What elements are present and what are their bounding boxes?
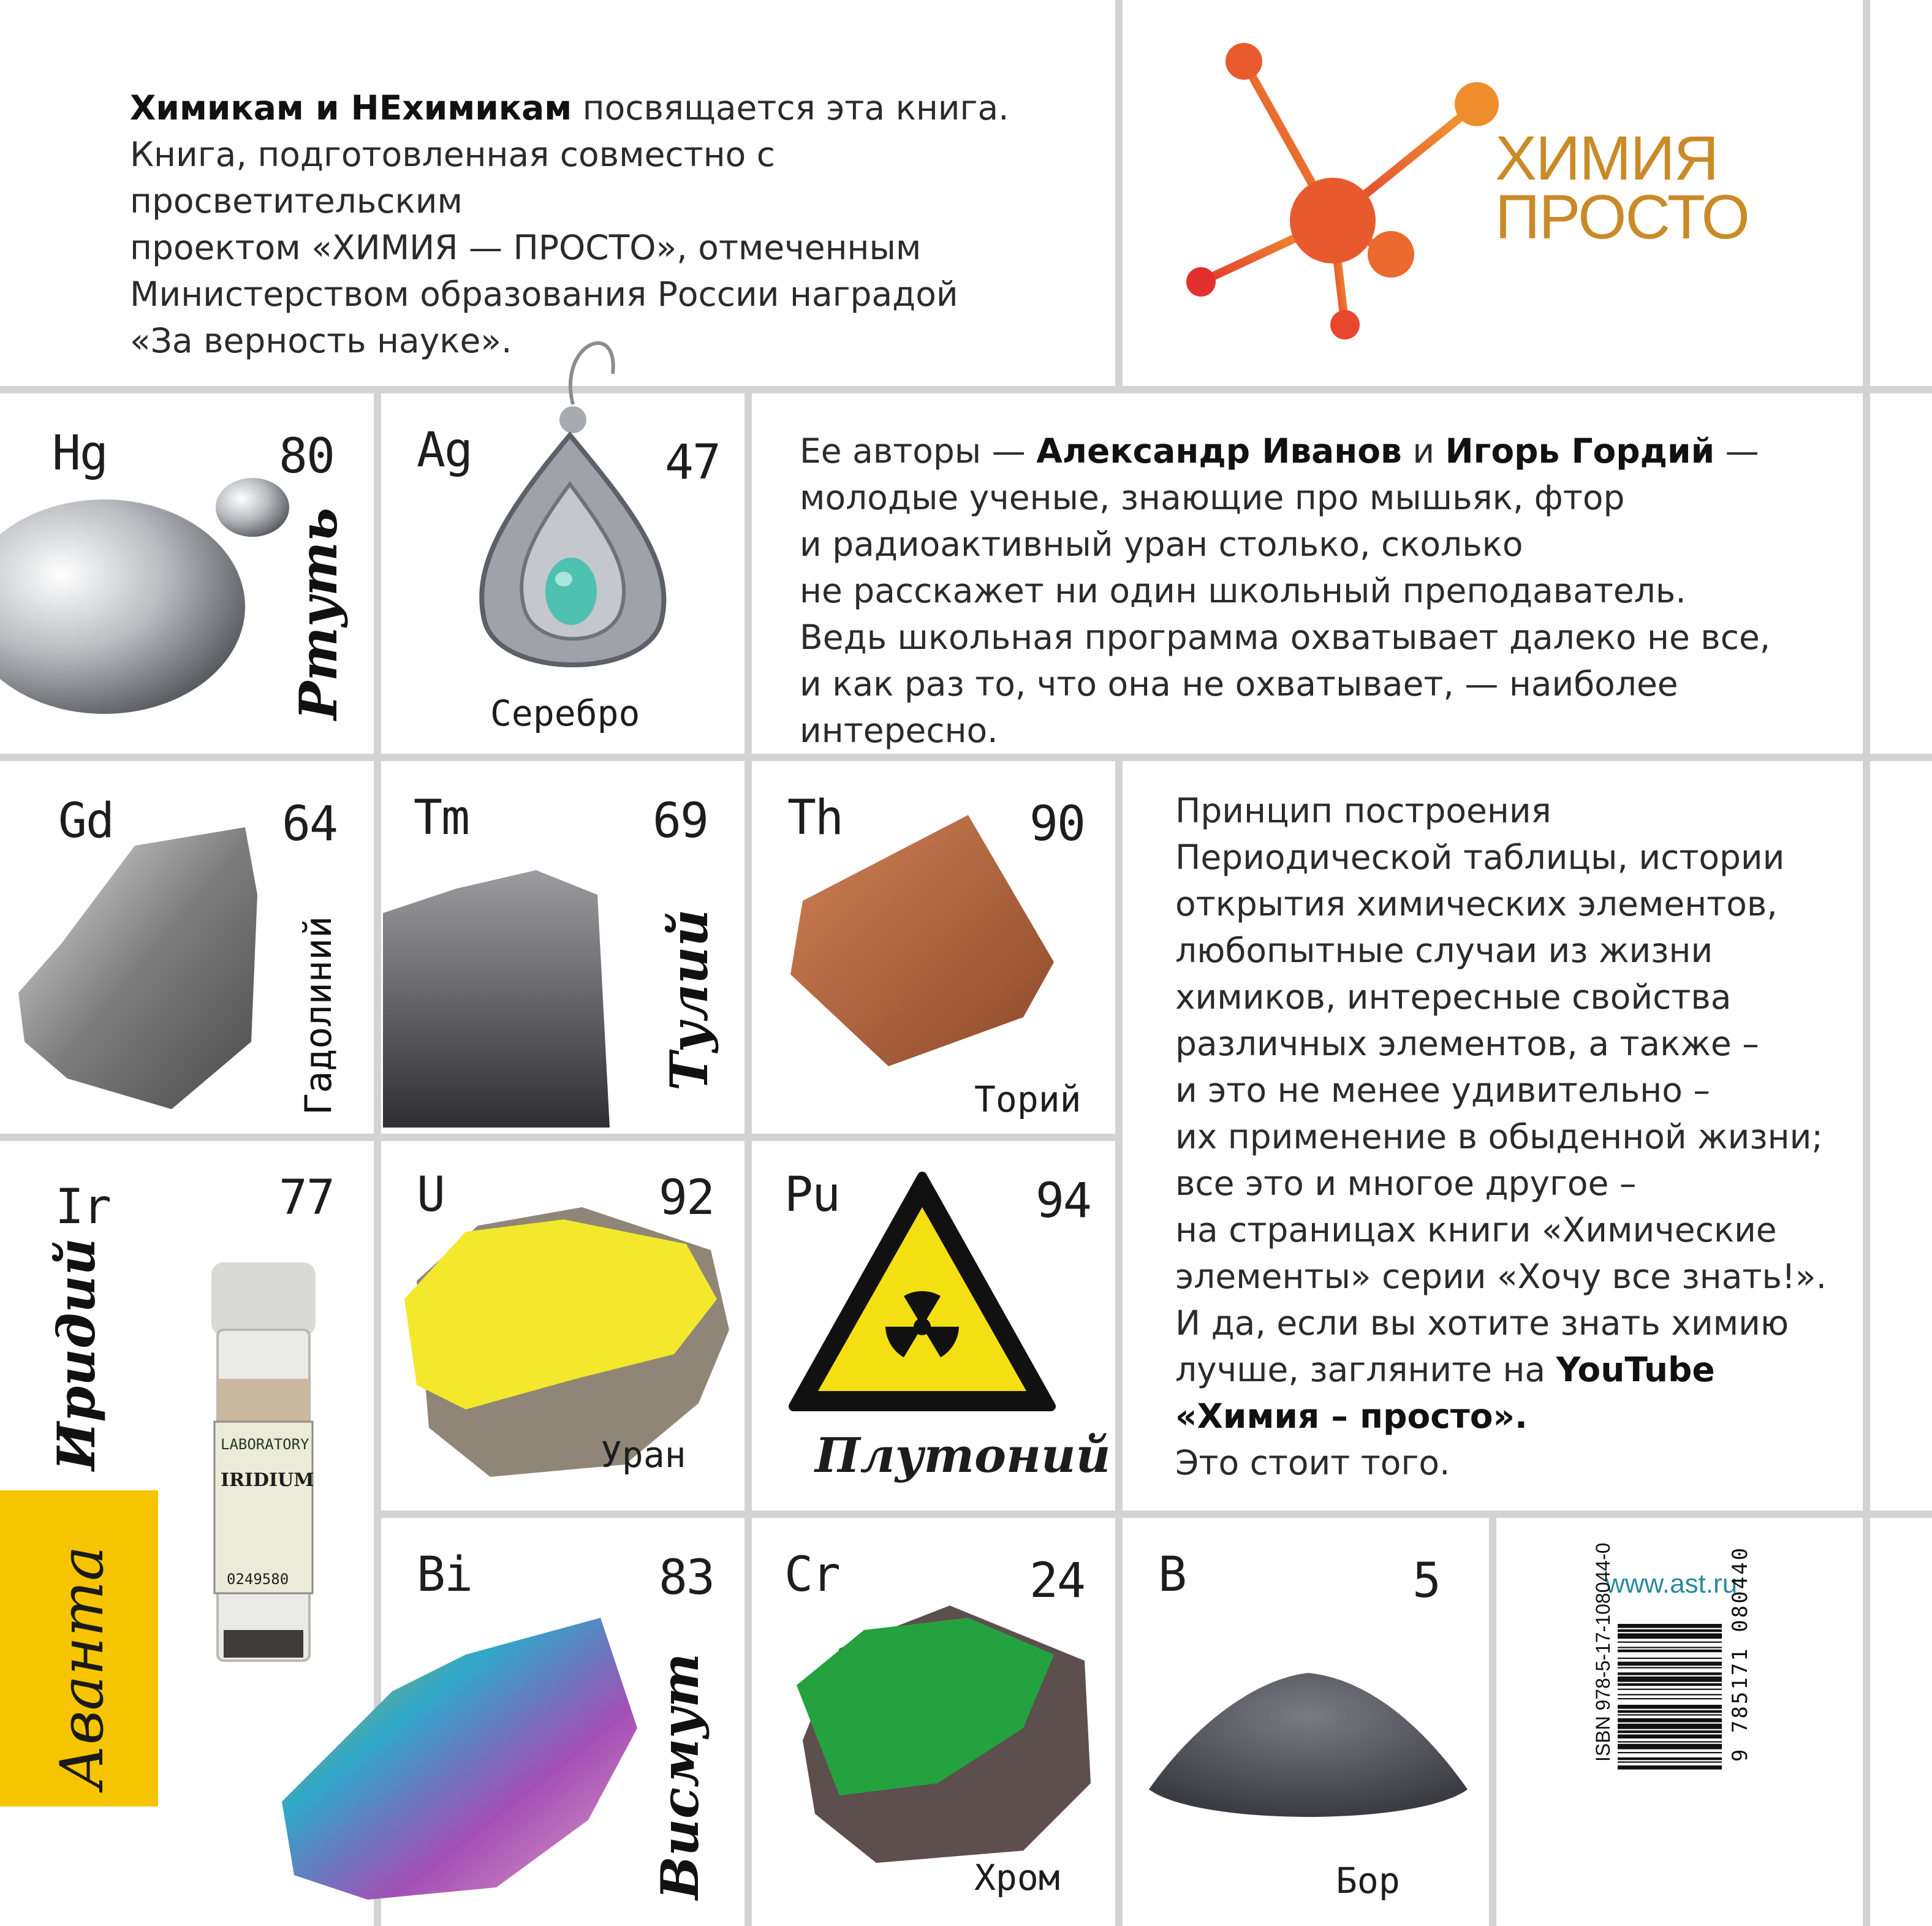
element-number: 80 xyxy=(279,429,334,484)
element-number: 90 xyxy=(1029,797,1085,852)
authors-line: не расскажет ни один школьный преподаватель. xyxy=(800,571,1686,610)
authors-line: и радиоактивный уран столько, сколько xyxy=(800,525,1523,564)
barcode-bar xyxy=(1618,1694,1722,1695)
element-symbol: Cr xyxy=(784,1547,839,1602)
barcode-bar xyxy=(1618,1724,1722,1729)
element-name: Торий xyxy=(974,1079,1082,1120)
authors-text xyxy=(800,428,1854,754)
authors-suffix: — xyxy=(1714,431,1759,471)
principle-line: лучше, загляните на xyxy=(1175,1350,1556,1389)
authors-and: и xyxy=(1401,431,1445,471)
principle-line: Принцип построения xyxy=(1175,791,1551,830)
logo-line1: ХИМИЯ xyxy=(1495,123,1718,193)
barcode-bar xyxy=(1618,1757,1722,1760)
principle-line: на страницах книги «Химические xyxy=(1175,1210,1777,1249)
principle-line: их применение в обыденной жизни; xyxy=(1175,1117,1823,1156)
element-number: 5 xyxy=(1412,1553,1440,1609)
silver-earring-image xyxy=(466,306,674,699)
bismuth-crystal-image xyxy=(270,1618,662,1900)
barcode-bar xyxy=(1618,1683,1722,1686)
principle-text xyxy=(1175,787,1862,1486)
element-symbol: U xyxy=(417,1167,444,1223)
isbn-number: ISBN 978-5-17-108044-0 xyxy=(1592,1542,1614,1762)
grid-line xyxy=(744,386,752,1926)
element-name: Гадолиний xyxy=(297,916,340,1115)
barcode-digits: 9 785171 080440 xyxy=(1728,1545,1752,1762)
element-symbol: Tm xyxy=(414,790,469,846)
boron-powder-image xyxy=(1143,1667,1474,1826)
grid-line xyxy=(1115,754,1123,1926)
element-number: 24 xyxy=(1029,1553,1085,1609)
principle-line: и это не менее удивительно – xyxy=(1175,1071,1710,1110)
element-name: Уран xyxy=(600,1434,686,1476)
barcode-bar xyxy=(1618,1677,1722,1682)
barcode-bar xyxy=(1618,1672,1722,1675)
element-symbol: Ag xyxy=(417,423,472,478)
element-symbol: Th xyxy=(787,790,843,846)
grid-line xyxy=(374,1511,1932,1518)
grid-line xyxy=(0,386,1932,393)
publisher-name: Аванта xyxy=(48,1545,116,1789)
principle-line: открытия химических элементов, xyxy=(1175,884,1778,923)
intro-line: Книга, подготовленная совместно с просветительским xyxy=(130,135,776,221)
intro-line: «За верность науке». xyxy=(130,321,512,360)
element-symbol: B xyxy=(1158,1547,1186,1602)
element-name: Серебро xyxy=(490,692,640,734)
barcode-bar xyxy=(1618,1633,1722,1639)
principle-line: химиков, интересные свойства xyxy=(1175,977,1732,1017)
element-name: Иридий xyxy=(46,1238,107,1471)
principle-line: элементы» серии «Хочу все знать!». xyxy=(1175,1257,1827,1296)
element-number: 83 xyxy=(659,1550,714,1606)
principle-line: все это и многое другое – xyxy=(1175,1164,1637,1203)
element-number: 64 xyxy=(282,797,337,852)
grid-line xyxy=(1489,1511,1496,1926)
barcode-bar xyxy=(1618,1714,1722,1715)
intro-line: проектом «ХИМИЯ — ПРОСТО», отмеченным xyxy=(130,228,922,267)
vial-code-label: 0249580 xyxy=(227,1571,289,1588)
youtube-link: YouTube xyxy=(1556,1350,1715,1389)
molecule-logo-icon xyxy=(1183,43,1526,349)
mercury-drop-image xyxy=(0,478,257,717)
principle-line: Периодической таблицы, истории xyxy=(1175,838,1785,877)
barcode-bar xyxy=(1618,1761,1722,1762)
barcode-bar xyxy=(1618,1734,1722,1738)
thulium-chunk-image xyxy=(383,870,616,1140)
author-name: Александр Иванов xyxy=(1036,431,1402,471)
barcode-bar xyxy=(1618,1662,1722,1666)
logo-line2: ПРОСТО xyxy=(1495,182,1749,252)
element-symbol: Bi xyxy=(417,1547,472,1602)
barcode-bar xyxy=(1618,1629,1722,1632)
barcode-bar xyxy=(1618,1642,1722,1643)
authors-line: молодые ученые, знающие про мышьяк, фтор xyxy=(800,478,1625,517)
element-name: Хром xyxy=(974,1857,1060,1898)
barcode-bar xyxy=(1618,1689,1722,1690)
intro-line: Министерством образования России наградой xyxy=(130,275,958,314)
element-name: Ртуть xyxy=(288,507,349,720)
vial-iridium-label: IRIDIUM xyxy=(221,1469,314,1491)
barcode-bar xyxy=(1618,1752,1722,1753)
principle-line: И да, если вы хотите знать химию xyxy=(1175,1303,1789,1343)
channel-name: «Химия – просто». xyxy=(1175,1397,1528,1436)
barcode-bar xyxy=(1618,1741,1722,1742)
barcode-bar xyxy=(1618,1647,1722,1648)
logo-title xyxy=(1495,123,1749,252)
element-symbol: Gd xyxy=(58,794,113,849)
authors-line: и как раз то, что она не охватывает, — наиболее интересно. xyxy=(800,664,1678,750)
authors-prefix: Ее авторы — xyxy=(800,431,1037,471)
grid-line xyxy=(1863,0,1870,1926)
element-symbol: Hg xyxy=(52,426,107,481)
barcode-bar xyxy=(1618,1710,1722,1713)
principle-closing: Это стоит того. xyxy=(1175,1443,1450,1482)
element-name: Плутоний xyxy=(815,1428,1111,1484)
element-name: Тулий xyxy=(659,909,719,1091)
barcode-bar xyxy=(1618,1667,1722,1668)
grid-line xyxy=(1115,0,1123,386)
barcode-image xyxy=(1618,1624,1728,1832)
authors-line: Ведь школьная программа охватывает далеко не все, xyxy=(800,618,1771,657)
intro-bold-lead: Химикам и НЕхимикам xyxy=(130,88,572,127)
element-symbol: Ir xyxy=(55,1180,110,1235)
vial-lab-label: LABORATORY xyxy=(221,1436,309,1453)
element-number: 69 xyxy=(653,794,708,849)
principle-line: различных элементов, а также – xyxy=(1175,1024,1759,1063)
barcode-bar xyxy=(1618,1624,1722,1628)
thorium-crystal-image xyxy=(790,815,1066,1072)
element-number: 77 xyxy=(279,1170,334,1226)
barcode-bar xyxy=(1618,1731,1722,1733)
gadolinium-rock-image xyxy=(12,821,270,1103)
barcode-bar xyxy=(1618,1698,1722,1699)
grid-line xyxy=(0,754,1932,761)
element-number: 94 xyxy=(1036,1173,1091,1229)
element-name: Бор xyxy=(1336,1860,1400,1901)
website-link[interactable]: www.ast.ru xyxy=(1605,1569,1738,1599)
element-name: Висмут xyxy=(650,1653,710,1900)
iridium-vial-image xyxy=(205,1262,322,1667)
barcode-bar xyxy=(1618,1718,1722,1723)
author-name: Игорь Гордий xyxy=(1445,431,1715,471)
element-number: 92 xyxy=(659,1170,714,1226)
barcode-bar xyxy=(1618,1658,1722,1659)
element-symbol: Pu xyxy=(784,1167,839,1223)
barcode-bar xyxy=(1618,1744,1722,1750)
principle-line: любопытные случаи из жизни xyxy=(1175,931,1713,970)
barcode-bar xyxy=(1618,1765,1722,1770)
radiation-warning-icon xyxy=(787,1170,1057,1416)
barcode-bar xyxy=(1618,1650,1722,1652)
intro-line1-rest: посвящается эта книга. xyxy=(572,88,1009,127)
barcode-bar xyxy=(1618,1705,1722,1709)
element-number: 47 xyxy=(665,435,720,490)
chromium-mineral-image xyxy=(790,1606,1097,1863)
